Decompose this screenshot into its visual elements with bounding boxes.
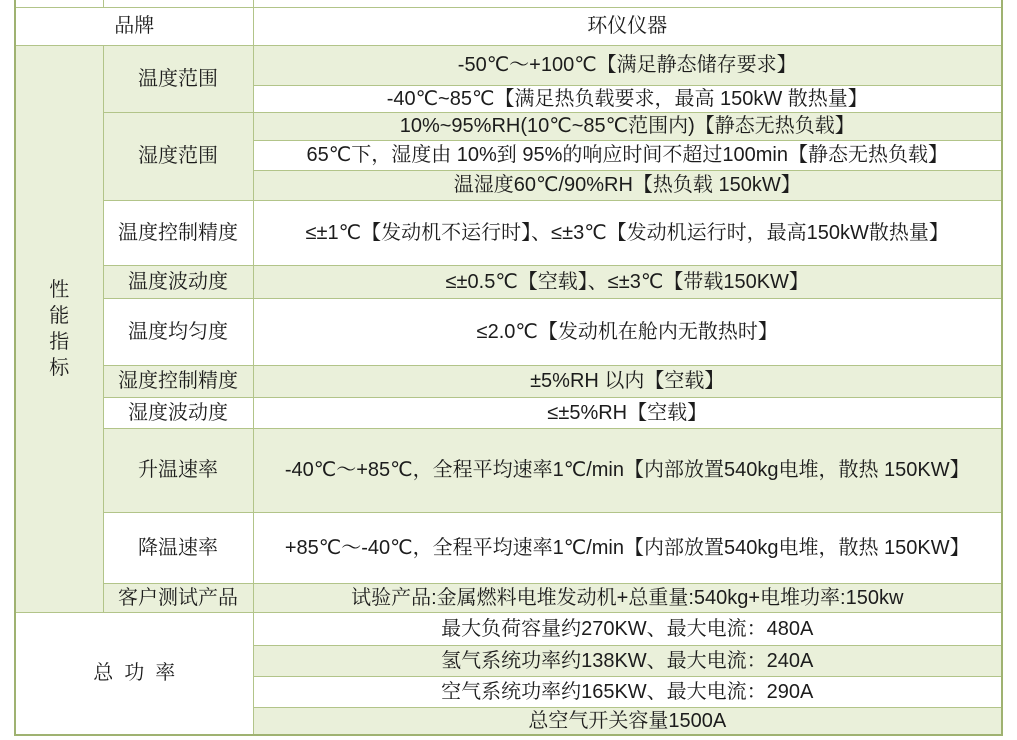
table-row-customer-test-product (15, 583, 1002, 612)
total-power-value-3: 空气系统功率约165KW、最大电流：290A (253, 676, 1002, 707)
temp-uniformity-label: 温度均匀度 (103, 298, 253, 365)
total-power-value-4: 总空气开关容量1500A (253, 707, 1002, 735)
total-power-label: 总功率 (15, 612, 253, 735)
temp-fluctuation-label: 温度波动度 (103, 265, 253, 298)
sliver-cell-2 (103, 0, 253, 7)
total-power-value-2: 氢气系统功率约138KW、最大电流：240A (253, 645, 1002, 676)
table-row-humidity-control-accuracy (15, 365, 1002, 397)
temp-control-accuracy-label: 温度控制精度 (103, 200, 253, 265)
humidity-range-value-3: 温湿度60℃/90%RH【热负载 150kW】 (253, 170, 1002, 200)
perf-section-title (15, 45, 103, 612)
sliver-cell-3 (253, 0, 1002, 7)
customer-test-product-value: 试验产品:金属燃料电堆发动机+总重量:540kg+电堆功率:150kw (253, 583, 1002, 612)
customer-test-product-label: 客户测试产品 (103, 583, 253, 612)
total-power-value-1: 最大负荷容量约270KW、最大电流：480A (253, 612, 1002, 645)
temp-uniformity-value: ≤2.0℃【发动机在舱内无散热时】 (253, 298, 1002, 365)
temp-range-value-1: -50℃～+100℃【满足静态储存要求】 (253, 45, 1002, 85)
sliver-cell-1 (15, 0, 103, 7)
temp-range-label: 温度范围 (103, 45, 253, 112)
table-row-humidity-fluctuation (15, 397, 1002, 428)
table-row-heating-rate (15, 428, 1002, 512)
humidity-range-label: 湿度范围 (103, 112, 253, 200)
cooling-rate-label: 降温速率 (103, 512, 253, 583)
table-row-total-power-1 (15, 612, 1002, 645)
perf-section-title-text: 性能指标 (49, 278, 70, 379)
brand-value: 环仪仪器 (253, 7, 1002, 45)
humidity-range-value-2: 65℃下，湿度由 10%到 95%的响应时间不超过100min【静态无热负载】 (253, 140, 1002, 170)
table-row-top-sliver (15, 0, 1002, 7)
cooling-rate-value: +85℃～-40℃，全程平均速率1℃/min【内部放置540kg电堆，散热 150KW】 (253, 512, 1002, 583)
table-row-temp-fluctuation (15, 265, 1002, 298)
humidity-fluctuation-value: ≤±5%RH【空载】 (253, 397, 1002, 428)
temp-fluctuation-value: ≤±0.5℃【空载】、≤±3℃【带载150KW】 (253, 265, 1002, 298)
table-row-temp-control-accuracy (15, 200, 1002, 265)
table-row-brand (15, 7, 1002, 45)
brand-label: 品牌 (15, 7, 253, 45)
heating-rate-label: 升温速率 (103, 428, 253, 512)
humidity-fluctuation-label: 湿度波动度 (103, 397, 253, 428)
humidity-range-value-1: 10%~95%RH(10℃~85℃范围内)【静态无热负载】 (253, 112, 1002, 140)
table-row-cooling-rate (15, 512, 1002, 583)
heating-rate-value: -40℃～+85℃，全程平均速率1℃/min【内部放置540kg电堆，散热 150KW】 (253, 428, 1002, 512)
temp-control-accuracy-value: ≤±1℃【发动机不运行时】、≤±3℃【发动机运行时，最高150kW散热量】 (253, 200, 1002, 265)
humidity-control-accuracy-value: ±5%RH 以内【空载】 (253, 365, 1002, 397)
humidity-control-accuracy-label: 湿度控制精度 (103, 365, 253, 397)
table-row-humidity-range-1 (15, 112, 1002, 140)
temp-range-value-2: -40℃~85℃【满足热负载要求，最高 150kW 散热量】 (253, 85, 1002, 112)
table-row-temp-uniformity (15, 298, 1002, 365)
table-row-temp-range-1 (15, 45, 1002, 85)
spec-table (14, 0, 1003, 736)
